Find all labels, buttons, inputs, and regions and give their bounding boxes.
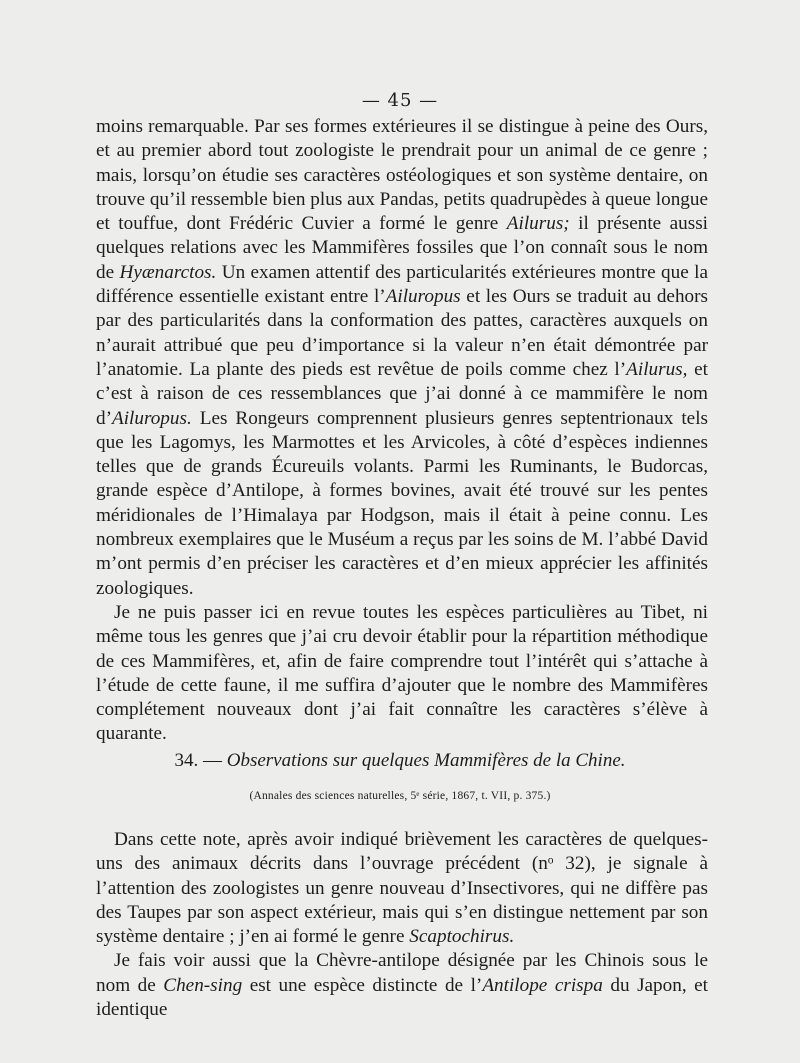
section-heading [0,750,800,772]
section-title: Observations sur quelques Mammifères de la Chine. [226,750,626,771]
species-name: Antilope crispa [482,974,603,996]
section-citation: (Annales des sciences naturelles, 5ᵉ série, 1867, t. VII, p. 375.) [249,790,551,802]
paragraph-ailuropus [96,115,708,601]
paragraph-tibet-fauna [96,601,708,747]
text-run: il présente aussi quelques relations avec les Mammifères fossiles que l’on connaît sous le nom de [96,213,708,283]
text-run: du Japon, et identique [96,974,708,1021]
section-number: 34. [174,750,199,771]
paragraph-scaptochirus [96,828,708,949]
genus-name: Ailurus; [506,213,570,235]
page-number: — 45 — [361,90,439,111]
species-name: Chen-sing [163,974,243,996]
paragraph-chen-sing [96,949,708,1022]
text-run: moins remarquable. Par ses formes extérieures il se distingue à peine des Ours, et au premier abord tout zoologiste le prendrait pour un animal de ce genre ; mais, lorsqu’on étudie ses caractères ostéologiques et son système dentaire, on trouve qu’il ressemble bien plus aux Pandas, petits quadrupèdes à queue longue et touffue, dont Frédéric Cuvier a formé le genre [96,116,708,235]
genus-name: Ailurus, [626,358,688,380]
section-dash: — [202,750,222,771]
text-run: Un examen attentif des particularités extérieures montre que la différence essentielle existant entre l’ [96,261,708,308]
text-run: Les Rongeurs comprennent plusieurs genres septentrionaux tels que les Lagomys, les Marmottes et les Arvicoles, à côté d’espèces indiennes telles que de grands Écureuils volants. Parmi les Ruminants, le Budorcas, grande espèce d’Antilope, à formes bovines, avait été trouvé sur les pentes méridionales de l’Himalaya par Hodgson, mais il était à peine connu. Les nombreux exemplaires que le Muséum a reçus par les soins de M. l’abbé David m’ont permis d’en préciser les caractères et d’en mieux apprécier les affinités zoologiques. [96,407,708,599]
text-run: Je fais voir aussi que la Chèvre-antilope désignée par les Chinois sous le nom de [96,950,708,996]
genus-name: Ailuropus. [111,407,192,429]
text-run: et les Ours se traduit au dehors par des particularités dans la conformation des pattes, caractères auxquels on n’aurait attribué que peu d’importance si la valeur n’en était démontrée par l’anatomie. La plante des pieds est revêtue de poils comme chez l’ [96,286,708,380]
text-run: et c’est à raison de ces ressemblances que j’ai donné à ce mammifère le nom d’ [96,358,708,429]
text-run: Dans cette note, après avoir indiqué brièvement les caractères de quelques-uns des animaux décrits dans l’ouvrage précédent (nᵒ 32), je signale à l’attention des zoologistes un genre nouveau d’Insectivores, qui ne diffère pas des Taupes par son aspect extérieur, mais qui s’en distingue nettement par son système dentaire ; j’en ai formé le genre [96,829,708,948]
genus-name: Hyænarctos. [119,261,217,283]
text-block-top [96,115,708,747]
genus-name: Ailuropus [385,286,461,308]
text-run: Je ne puis passer ici en revue toutes les espèces particulières au Tibet, ni même tous les genres que j’ai cru devoir établir pour la répartition méthodique de ces Mammifères, et, afin de faire comprendre tout l’intérêt qui s’attache à l’étude de cette faune, il me suffira d’ajouter que le nombre des Mammifères complétement nouveaux dont j’ai fait connaître les caractères s’élève à quarante. [96,601,708,745]
text-run: est une espèce distincte de l’ [242,974,483,996]
text-block-bottom [96,828,708,1022]
genus-name: Scaptochirus. [409,926,515,948]
